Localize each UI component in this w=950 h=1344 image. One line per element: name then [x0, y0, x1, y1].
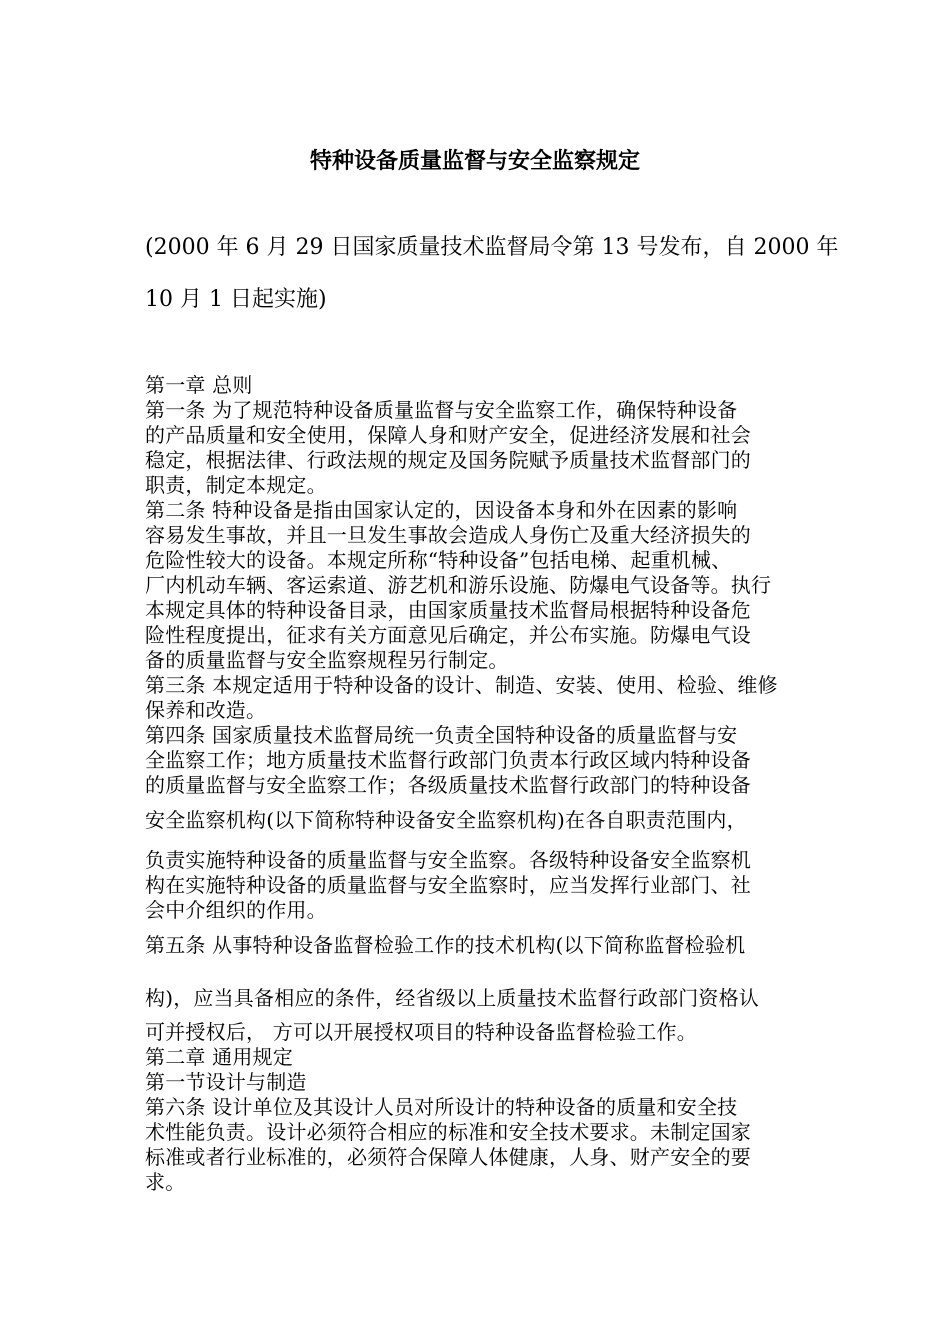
article-line: 危险性较大的设备。本规定所称“特种设备”包括电梯、起重机械、 [145, 548, 732, 572]
article-line: 可并授权后， 方可以开展授权项目的特种设备监督检验工作。 [145, 1020, 697, 1044]
article-line: 安全监察机构(以下简称特种设备安全监察机构)在各自职责范围内， [145, 808, 747, 832]
article-line: 险性程度提出，征求有关方面意见后确定，并公布实施。防爆电气设 [145, 623, 751, 647]
article-line: 第四条 国家质量技术监督局统一负责全国特种设备的质量监督与安 [145, 723, 738, 747]
article-line: 负责实施特种设备的质量监督与安全监察。各级特种设备安全监察机 [145, 848, 751, 872]
body-block-6 [145, 1020, 815, 1195]
article-line: 会中介组织的作用。 [145, 898, 327, 922]
body-block-5 [145, 986, 815, 1011]
body-block-4 [145, 933, 815, 958]
article-line: 职责，制定本规定。 [145, 473, 327, 497]
article-line: 第二条 特种设备是指由国家认定的，因设备本身和外在因素的影响 [145, 498, 738, 522]
article-line: 保养和改造。 [145, 698, 267, 722]
body-block-1 [145, 373, 815, 798]
article-line: 本规定具体的特种设备目录，由国家质量技术监督局根据特种设备危 [145, 598, 751, 622]
chapter-heading: 第二章 通用规定 [145, 1045, 293, 1069]
article-line: 构)，应当具备相应的条件，经省级以上质量技术监督行政部门资格认 [145, 986, 760, 1010]
body-block-2 [145, 808, 815, 833]
article-line: 稳定，根据法律、行政法规的规定及国务院赋予质量技术监督部门的 [145, 448, 751, 472]
article-line: 求。 [145, 1170, 186, 1194]
article-line: 第五条 从事特种设备监督检验工作的技术机构(以下简称监督检验机 [145, 933, 746, 957]
article-line: 备的质量监督与安全监察规程另行制定。 [145, 648, 509, 672]
publication-note-line-2: 10 月 1 日起实施) [145, 287, 327, 312]
section-heading: 第一节设计与制造 [145, 1070, 307, 1094]
article-line: 第一条 为了规范特种设备质量监督与安全监察工作，确保特种设备 [145, 398, 738, 422]
article-line: 第三条 本规定适用于特种设备的设计、制造、安装、使用、检验、维修 [145, 673, 778, 697]
document-title: 特种设备质量监督与安全监察规定 [309, 149, 640, 174]
chapter-heading: 第一章 总则 [145, 373, 253, 397]
article-line: 全监察工作；地方质量技术监督行政部门负责本行政区域内特种设备 [145, 748, 751, 772]
article-line: 术性能负责。设计必须符合相应的标准和安全技术要求。未制定国家 [145, 1120, 751, 1144]
article-line: 第六条 设计单位及其设计人员对所设计的特种设备的质量和安全技 [145, 1095, 738, 1119]
article-line: 标准或者行业标准的，必须符合保障人体健康，人身、财产安全的要 [145, 1145, 751, 1169]
article-line: 厂内机动车辆、客运索道、游艺机和游乐设施、防爆电气设备等。执行 [145, 573, 772, 597]
article-line: 容易发生事故，并且一旦发生事故会造成人身伤亡及重大经济损失的 [145, 523, 751, 547]
article-line: 的质量监督与安全监察工作；各级质量技术监督行政部门的特种设备 [145, 773, 751, 797]
article-line: 构在实施特种设备的质量监督与安全监察时，应当发挥行业部门、社 [145, 873, 751, 897]
body-block-3 [145, 848, 815, 923]
publication-note-line-1: (2000 年 6 月 29 日国家质量技术监督局令第 13 号发布，自 2000 年 [145, 235, 839, 260]
article-line: 的产品质量和安全使用，保障人身和财产安全，促进经济发展和社会 [145, 423, 751, 447]
